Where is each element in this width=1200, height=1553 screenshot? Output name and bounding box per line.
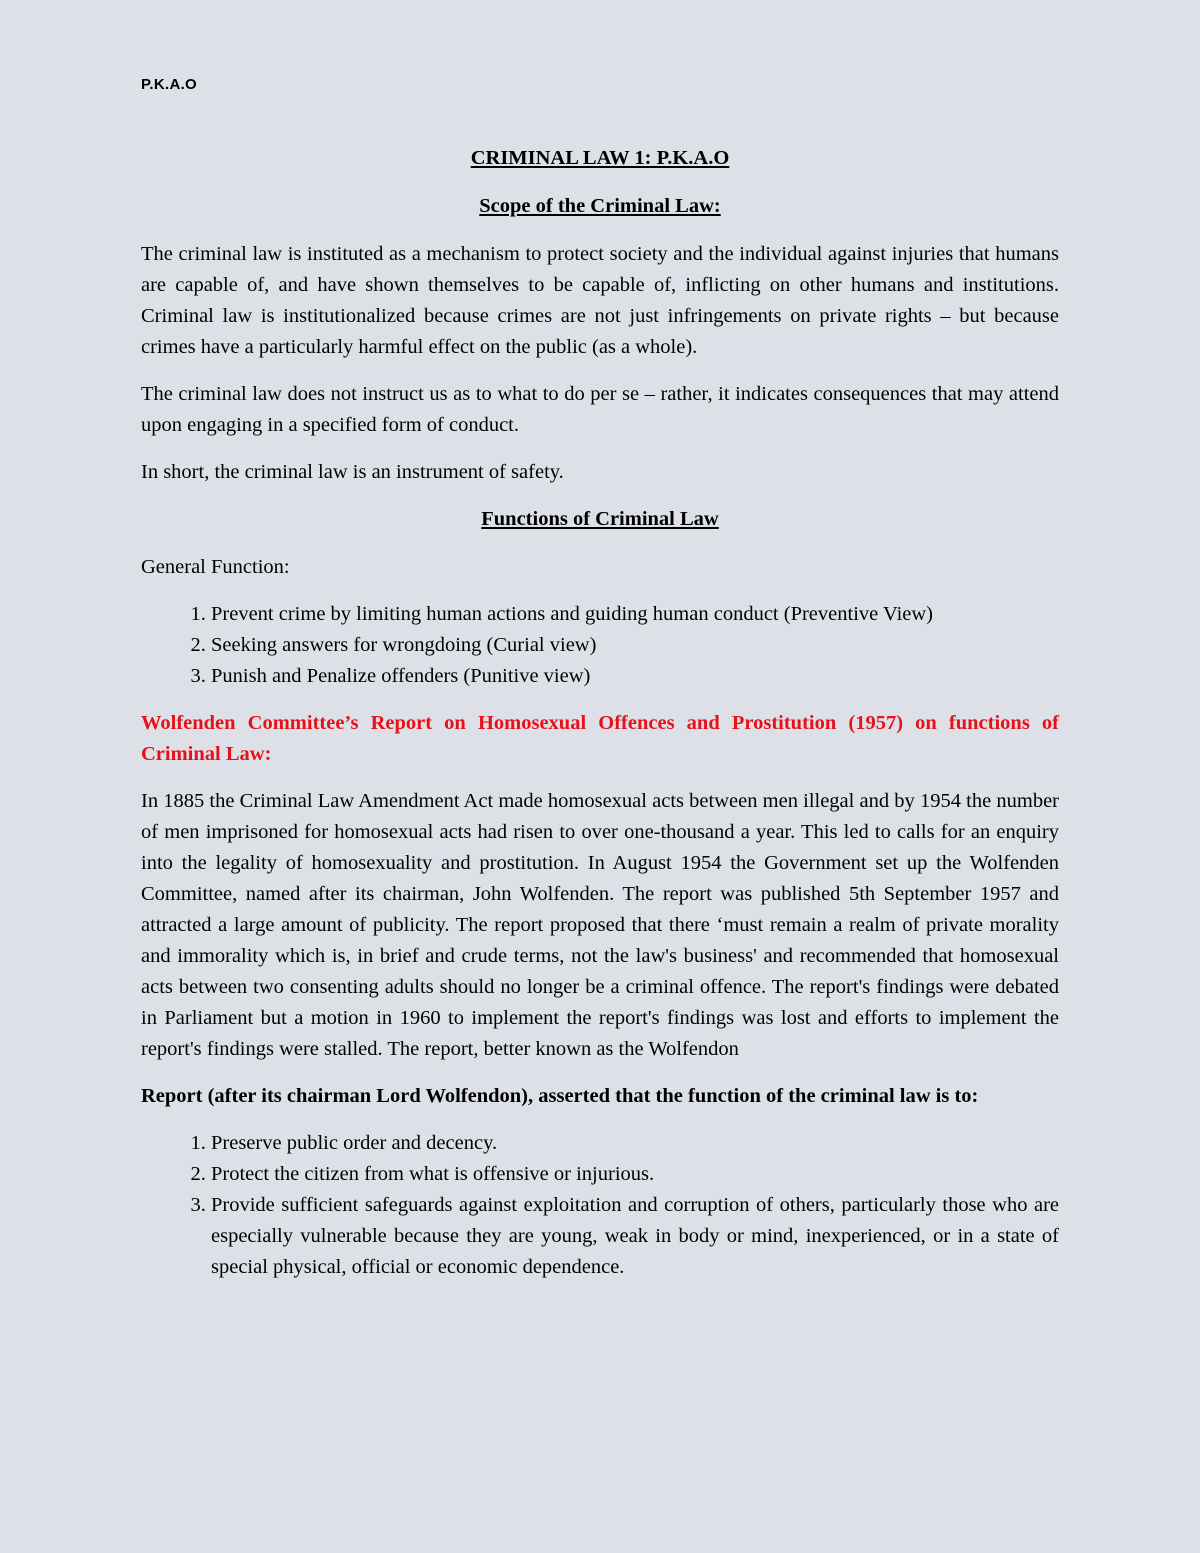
scope-paragraph-2: The criminal law does not instruct us as to what to do per se – rather, it indicates consequences that may attend upon engaging in a specified form of conduct.: [141, 383, 1059, 436]
list-item: 1. Prevent crime by limiting human actions and guiding human conduct (Preventive View): [211, 599, 1059, 630]
scope-heading: Scope of the Criminal Law:: [479, 195, 721, 217]
list-item: 3. Punish and Penalize offenders (Punitive view): [211, 661, 1059, 692]
list-item: 1. Preserve public order and decency.: [211, 1128, 1059, 1159]
wolfenden-assertion: Report (after its chairman Lord Wolfendon), asserted that the function of the criminal law is to:: [141, 1085, 979, 1107]
scope-paragraph-3: In short, the criminal law is an instrument of safety.: [141, 461, 564, 483]
functions-heading: Functions of Criminal Law: [481, 508, 719, 530]
wolfenden-heading: Wolfenden Committee’s Report on Homosexual Offences and Prostitution (1957) on functions of Criminal Law:: [141, 712, 1059, 765]
list-item: 2. Protect the citizen from what is offensive or injurious.: [211, 1159, 1059, 1190]
functions-list: [141, 599, 1059, 692]
scope-paragraph-1: The criminal law is instituted as a mechanism to protect society and the individual against injuries that humans are capable of, and have shown themselves to be capable of, inflicting on other humans and institutions. Criminal law is institutionalized because crimes are not just infringements on private rights – but because crimes have a particularly harmful effect on the public (as a whole).: [141, 243, 1059, 358]
list-item: 2. Seeking answers for wrongdoing (Curial view): [211, 630, 1059, 661]
list-item: 3. Provide sufficient safeguards against exploitation and corruption of others, particularly those who are especially vulnerable because they are young, weak in body or mind, inexperienced, or in a state of special physical, official or economic dependence.: [211, 1190, 1059, 1283]
document-content: [141, 143, 1059, 1299]
wolfenden-paragraph: In 1885 the Criminal Law Amendment Act made homosexual acts between men illegal and by 1954 the number of men imprisoned for homosexual acts had risen to over one-thousand a year. This led to calls for an enquiry into the legality of homosexuality and prostitution. In August 1954 the Government set up the Wolfenden Committee, named after its chairman, John Wolfenden. The report was published 5th September 1957 and attracted a large amount of publicity. The report proposed that there ‘must remain a realm of private morality and immorality which is, in brief and crude terms, not the law's business' and recommended that homosexual acts between two consenting adults should no longer be a criminal offence. The report's findings were debated in Parliament but a motion in 1960 to implement the report's findings was lost and efforts to implement the report's findings were stalled. The report, better known as the Wolfendon: [141, 790, 1059, 1060]
document-title: CRIMINAL LAW 1: P.K.A.O: [470, 147, 730, 169]
functions-intro: General Function:: [141, 556, 290, 578]
header-label: P.K.A.O: [141, 76, 198, 93]
wolfenden-list: [141, 1128, 1059, 1283]
